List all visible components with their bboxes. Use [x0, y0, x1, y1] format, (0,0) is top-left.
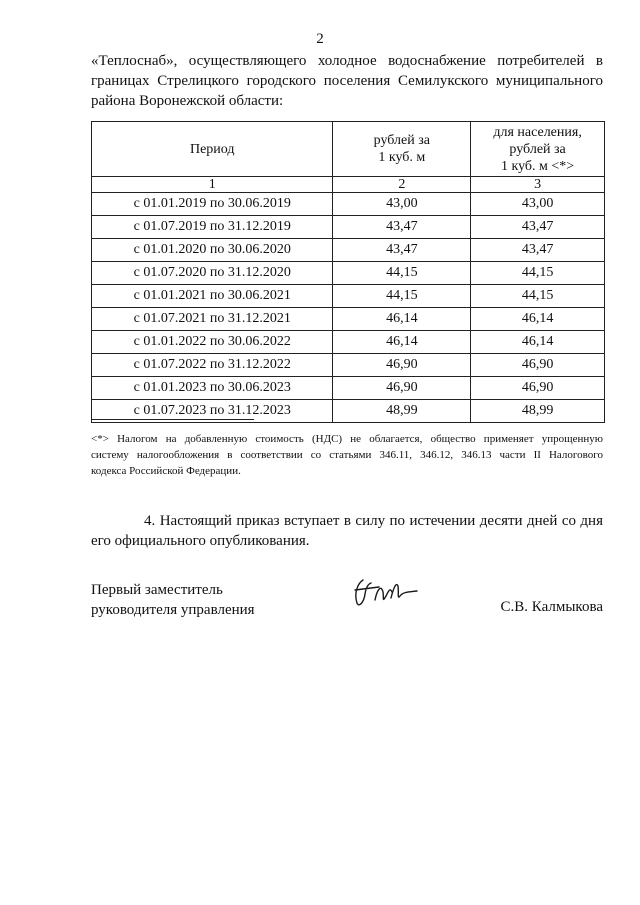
footnote-line: <*> Налогом на добавленную стоимость (НДС) не облагается, общество применяет упрощенную — [91, 433, 603, 445]
header-rate-line: 1 куб. м — [378, 150, 426, 165]
footnote — [91, 431, 603, 479]
table-header-row — [92, 122, 605, 177]
period-cell: с 01.01.2023 по 30.06.2023 — [92, 377, 333, 400]
table-row — [92, 239, 605, 262]
footnote-divider — [91, 419, 254, 420]
position-line: Первый заместитель — [91, 582, 223, 598]
population-rate-cell: 44,15 — [471, 285, 605, 308]
clause-line: его официального опубликования. — [91, 533, 310, 549]
period-cell: с 01.01.2022 по 30.06.2022 — [92, 331, 333, 354]
intro-line: «Теплоснаб», осуществляющего холодное водоснабжение потребителей в — [91, 53, 603, 69]
population-rate-cell: 48,99 — [471, 400, 605, 423]
footnote-line: систему налогообложения в соответствии со статьями 346.11, 346.12, 346.13 части II Налогового — [91, 449, 603, 461]
intro-paragraph — [91, 51, 603, 111]
rate-cell: 46,90 — [333, 377, 471, 400]
header-population-line: для населения, — [493, 124, 582, 140]
header-population-rate — [471, 122, 605, 177]
intro-line: района Воронежской области: — [91, 93, 284, 109]
rate-cell: 46,14 — [333, 331, 471, 354]
handwritten-signature — [345, 572, 425, 617]
table-row — [92, 354, 605, 377]
intro-line: границах Стрелицкого городского поселения Семилукского муниципального — [91, 73, 603, 89]
header-rate — [333, 122, 471, 177]
population-rate-cell: 46,90 — [471, 377, 605, 400]
population-rate-cell: 46,90 — [471, 354, 605, 377]
header-population-line: рублей за — [509, 141, 566, 157]
rate-cell: 46,90 — [333, 354, 471, 377]
rate-cell: 48,99 — [333, 400, 471, 423]
population-rate-cell: 46,14 — [471, 331, 605, 354]
rate-cell: 46,14 — [333, 308, 471, 331]
population-rate-cell: 43,47 — [471, 216, 605, 239]
rate-cell: 43,47 — [333, 216, 471, 239]
table-row — [92, 216, 605, 239]
period-cell: с 01.01.2020 по 30.06.2020 — [92, 239, 333, 262]
header-period: Период — [92, 122, 333, 177]
period-cell: с 01.01.2019 по 30.06.2019 — [92, 193, 333, 216]
position-line: руководителя управления — [91, 602, 255, 618]
table-row — [92, 262, 605, 285]
period-cell: с 01.07.2020 по 31.12.2020 — [92, 262, 333, 285]
table-row — [92, 285, 605, 308]
header-rate-line: рублей за — [373, 133, 430, 148]
period-cell: с 01.01.2021 по 30.06.2021 — [92, 285, 333, 308]
rate-cell: 44,15 — [333, 262, 471, 285]
footnote-line: кодекса Российской Федерации. — [91, 465, 241, 477]
period-cell: с 01.07.2023 по 31.12.2023 — [92, 400, 333, 423]
column-number-row — [92, 177, 605, 193]
signatory-position — [91, 580, 255, 620]
rate-cell: 44,15 — [333, 285, 471, 308]
column-number: 1 — [92, 177, 333, 193]
signatory-name: С.В. Калмыкова — [500, 599, 603, 615]
table-row — [92, 308, 605, 331]
population-rate-cell: 44,15 — [471, 262, 605, 285]
column-number: 3 — [471, 177, 605, 193]
population-rate-cell: 43,00 — [471, 193, 605, 216]
period-cell: с 01.07.2021 по 31.12.2021 — [92, 308, 333, 331]
table-row — [92, 193, 605, 216]
population-rate-cell: 46,14 — [471, 308, 605, 331]
clause-4 — [91, 511, 603, 551]
population-rate-cell: 43,47 — [471, 239, 605, 262]
rate-cell: 43,47 — [333, 239, 471, 262]
table-row — [92, 377, 605, 400]
rate-cell: 43,00 — [333, 193, 471, 216]
column-number: 2 — [333, 177, 471, 193]
page-number: 2 — [316, 31, 324, 47]
clause-line: 4. Настоящий приказ вступает в силу по истечении десяти дней со дня — [144, 513, 603, 529]
table-row — [92, 331, 605, 354]
tariff-table — [91, 121, 605, 423]
period-cell: с 01.07.2019 по 31.12.2019 — [92, 216, 333, 239]
header-population-line: 1 куб. м <*> — [500, 158, 575, 174]
period-cell: с 01.07.2022 по 31.12.2022 — [92, 354, 333, 377]
